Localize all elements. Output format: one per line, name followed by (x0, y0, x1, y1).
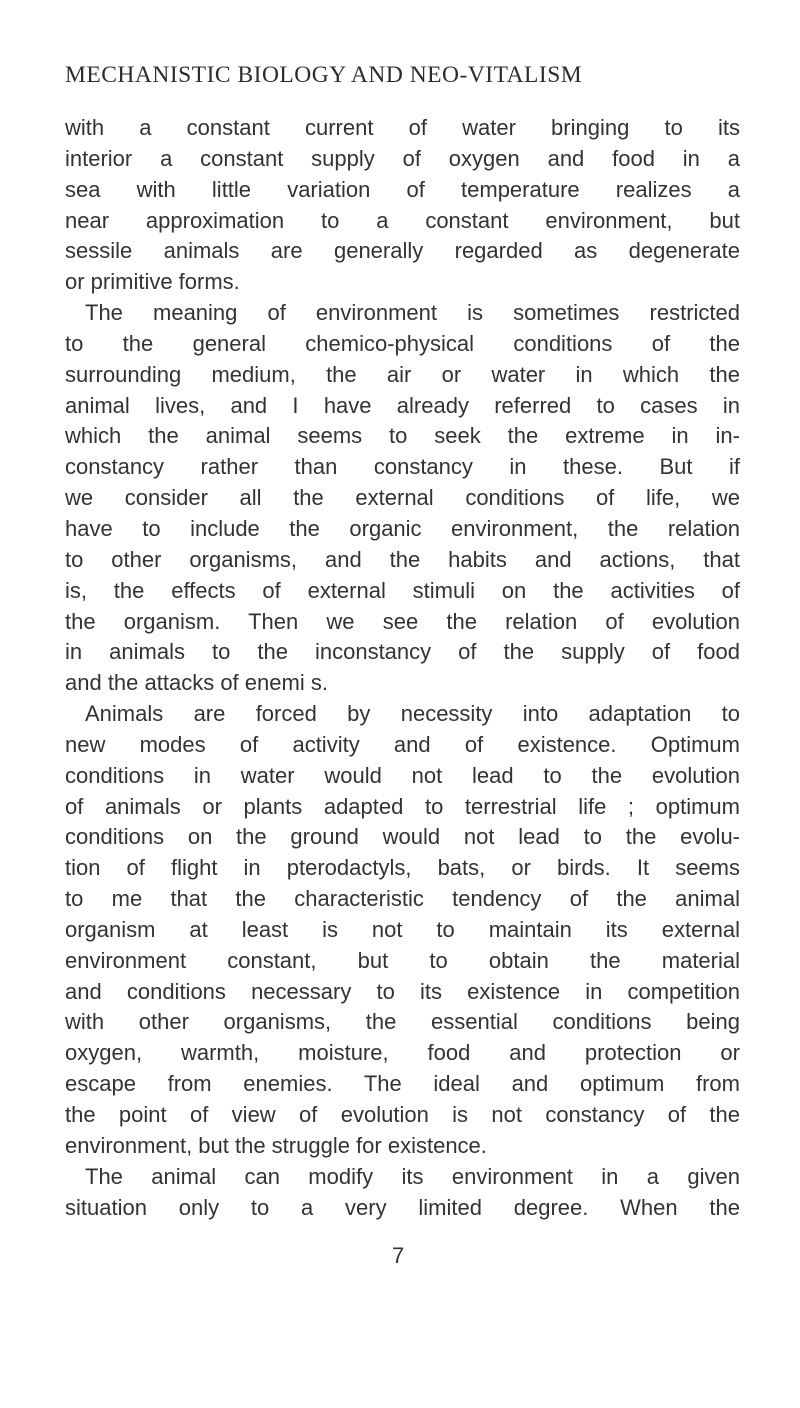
text-line: the point of view of evolution is not constancy of the (65, 1102, 740, 1127)
text-line: near approximation to a constant environment, but (65, 207, 740, 233)
text-line: interior a constant supply of oxygen and food in a (65, 145, 740, 171)
text-line: the organism. Then we see the relation of evolution (65, 608, 740, 634)
text-line: animal lives, and I have already referred to cases in (65, 392, 740, 418)
text-line: The animal can modify its environment in a given (85, 1163, 740, 1189)
text-line: and the attacks of enemi s. (65, 670, 328, 696)
text-line: or primitive forms. (65, 269, 240, 295)
text-line: constancy rather than constancy in these. But if (65, 454, 740, 480)
text-line: to me that the characteristic tendency of the animal (65, 886, 740, 912)
text-line: conditions on the ground would not lead to the evolu- (65, 824, 740, 850)
text-line: escape from enemies. The ideal and optimum from (65, 1071, 740, 1097)
text-line: in animals to the inconstancy of the supply of food (65, 639, 740, 665)
text-line: sessile animals are generally regarded as degenerate (65, 238, 740, 264)
text-line: Animals are forced by necessity into adaptation to (85, 701, 740, 727)
text-line: oxygen, warmth, moisture, food and protection or (65, 1040, 740, 1066)
text-line: conditions in water would not lead to the evolution (65, 762, 740, 788)
text-line: with other organisms, the essential conditions being (65, 1009, 740, 1035)
text-line: environment constant, but to obtain the material (65, 947, 740, 973)
text-line: have to include the organic environment, the relation (65, 515, 740, 541)
text-line: environment, but the struggle for existence. (65, 1132, 487, 1158)
page-number: 7 (392, 1243, 405, 1268)
text-line: and conditions necessary to its existence in competition (65, 978, 740, 1004)
text-line: situation only to a very limited degree. When the (65, 1194, 740, 1220)
running-head: MECHANISTIC BIOLOGY AND NEO-VITALISM (65, 62, 583, 88)
text-line: organism at least is not to maintain its external (65, 916, 740, 942)
text-line: The meaning of environment is sometimes restricted (85, 300, 740, 326)
text-line: surrounding medium, the air or water in which the (65, 361, 740, 387)
text-line: sea with little variation of temperature realizes a (65, 176, 740, 202)
text-line: with a constant current of water bringing to its (65, 115, 740, 140)
text-line: we consider all the external conditions of life, we (65, 485, 740, 511)
body-text (65, 113, 740, 1223)
text-line: of animals or plants adapted to terrestrial life ; optimum (65, 793, 740, 819)
text-line: to other organisms, and the habits and actions, that (65, 546, 740, 572)
text-line: which the animal seems to seek the extreme in in- (65, 423, 740, 449)
text-line: is, the effects of external stimuli on the activities of (65, 577, 740, 603)
text-line: tion of flight in pterodactyls, bats, or birds. It seems (65, 855, 740, 881)
text-line: to the general chemico-physical conditions of the (65, 330, 740, 356)
text-line: new modes of activity and of existence. Optimum (65, 731, 740, 757)
